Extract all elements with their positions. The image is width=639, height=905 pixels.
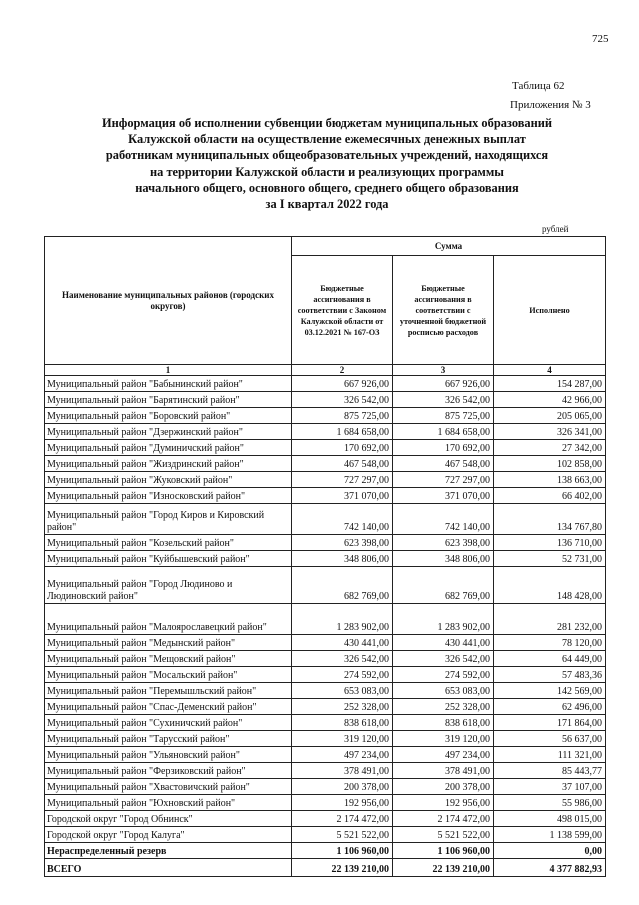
row-name: Нераспределенный резерв	[45, 843, 292, 859]
row-executed-amount: 1 138 599,00	[494, 827, 606, 843]
row-executed-amount: 142 569,00	[494, 683, 606, 699]
row-law-amount: 497 234,00	[292, 747, 393, 763]
row-refined-amount: 667 926,00	[393, 376, 494, 392]
table-body	[45, 376, 606, 877]
row-name: Муниципальный район "Тарусский район"	[45, 731, 292, 747]
row-law-amount: 371 070,00	[292, 488, 393, 504]
title-line: Калужской области на осуществление ежемесячных денежных выплат	[128, 132, 526, 147]
row-refined-amount: 326 542,00	[393, 392, 494, 408]
row-law-amount: 192 956,00	[292, 795, 393, 811]
row-refined-amount: 1 106 960,00	[393, 843, 494, 859]
row-refined-amount: 371 070,00	[393, 488, 494, 504]
row-refined-amount: 430 441,00	[393, 635, 494, 651]
column-number: 2	[292, 365, 393, 376]
title-line: Информация об исполнении субвенции бюджетам муниципальных образований	[101, 116, 553, 130]
row-refined-amount: 623 398,00	[393, 535, 494, 551]
row-law-amount: 875 725,00	[292, 408, 393, 424]
row-law-amount: 1 283 902,00	[292, 604, 393, 635]
row-name: Муниципальный район "Ульяновский район"	[45, 747, 292, 763]
row-refined-amount: 192 956,00	[393, 795, 494, 811]
row-name: ВСЕГО	[45, 859, 292, 877]
header-law-allocations: Бюджетные ассигнования в соответствии с Законом Калужской области от 03.12.2021 № 167-ОЗ	[292, 256, 393, 365]
row-name: Муниципальный район "Мещовский район"	[45, 651, 292, 667]
table-row	[45, 795, 606, 811]
row-name: Городской округ "Город Обнинск"	[45, 811, 292, 827]
table-row	[45, 424, 606, 440]
row-executed-amount: 78 120,00	[494, 635, 606, 651]
table-row	[45, 667, 606, 683]
page-number: 725	[592, 33, 609, 45]
table-row	[45, 504, 606, 535]
row-law-amount: 838 618,00	[292, 715, 393, 731]
table-row	[45, 392, 606, 408]
row-law-amount: 1 684 658,00	[292, 424, 393, 440]
row-law-amount: 319 120,00	[292, 731, 393, 747]
table-row	[45, 827, 606, 843]
row-name: Муниципальный район "Жиздринский район"	[45, 456, 292, 472]
row-refined-amount: 274 592,00	[393, 667, 494, 683]
row-law-amount: 667 926,00	[292, 376, 393, 392]
row-law-amount: 348 806,00	[292, 551, 393, 567]
table-row	[45, 472, 606, 488]
document-title	[72, 115, 582, 212]
row-name: Муниципальный район "Спас-Деменский район"	[45, 699, 292, 715]
row-executed-amount: 4 377 882,93	[494, 859, 606, 877]
row-law-amount: 274 592,00	[292, 667, 393, 683]
row-law-amount: 200 378,00	[292, 779, 393, 795]
row-name: Муниципальный район "Бабынинский район"	[45, 376, 292, 392]
row-law-amount: 326 542,00	[292, 651, 393, 667]
row-law-amount: 378 491,00	[292, 763, 393, 779]
table-row	[45, 651, 606, 667]
row-executed-amount: 56 637,00	[494, 731, 606, 747]
row-executed-amount: 57 483,36	[494, 667, 606, 683]
row-refined-amount: 348 806,00	[393, 551, 494, 567]
row-refined-amount: 682 769,00	[393, 567, 494, 604]
row-refined-amount: 2 174 472,00	[393, 811, 494, 827]
table-row	[45, 811, 606, 827]
table-row	[45, 604, 606, 635]
table-row	[45, 747, 606, 763]
row-name: Муниципальный район "Город Киров и Кировский район"	[45, 504, 292, 535]
table-row	[45, 731, 606, 747]
row-name: Муниципальный район "Куйбышевский район"	[45, 551, 292, 567]
row-law-amount: 653 083,00	[292, 683, 393, 699]
row-refined-amount: 653 083,00	[393, 683, 494, 699]
table-row	[45, 408, 606, 424]
title-line: работникам муниципальных общеобразовательных учреждений, находящихся	[105, 148, 549, 163]
row-executed-amount: 281 232,00	[494, 604, 606, 635]
row-executed-amount: 102 858,00	[494, 456, 606, 472]
row-executed-amount: 136 710,00	[494, 535, 606, 551]
table-row	[45, 843, 606, 859]
row-executed-amount: 0,00	[494, 843, 606, 859]
row-refined-amount: 875 725,00	[393, 408, 494, 424]
table-row	[45, 440, 606, 456]
table-label: Таблица 62	[512, 80, 565, 92]
row-name: Муниципальный район "Износковский район"	[45, 488, 292, 504]
row-law-amount: 623 398,00	[292, 535, 393, 551]
row-executed-amount: 171 864,00	[494, 715, 606, 731]
row-executed-amount: 134 767,80	[494, 504, 606, 535]
table-row	[45, 535, 606, 551]
row-refined-amount: 252 328,00	[393, 699, 494, 715]
row-refined-amount: 319 120,00	[393, 731, 494, 747]
column-number: 3	[393, 365, 494, 376]
total-row	[45, 859, 606, 877]
table-row	[45, 488, 606, 504]
row-executed-amount: 37 107,00	[494, 779, 606, 795]
header-executed: Исполнено	[494, 256, 606, 365]
row-name: Городской округ "Город Калуга"	[45, 827, 292, 843]
row-name: Муниципальный район "Козельский район"	[45, 535, 292, 551]
table-row	[45, 715, 606, 731]
row-refined-amount: 1 684 658,00	[393, 424, 494, 440]
row-name: Муниципальный район "Малоярославецкий район"	[45, 604, 292, 635]
row-executed-amount: 52 731,00	[494, 551, 606, 567]
row-refined-amount: 22 139 210,00	[393, 859, 494, 877]
title-line: на территории Калужской области и реализующих программы	[150, 164, 504, 179]
row-refined-amount: 467 548,00	[393, 456, 494, 472]
table-row	[45, 376, 606, 392]
column-number: 4	[494, 365, 606, 376]
row-executed-amount: 111 321,00	[494, 747, 606, 763]
table-row	[45, 551, 606, 567]
header-sum-group: Сумма	[292, 237, 606, 256]
row-law-amount: 467 548,00	[292, 456, 393, 472]
row-refined-amount: 727 297,00	[393, 472, 494, 488]
row-executed-amount: 55 986,00	[494, 795, 606, 811]
row-law-amount: 682 769,00	[292, 567, 393, 604]
row-law-amount: 1 106 960,00	[292, 843, 393, 859]
title-line: за I квартал 2022 года	[265, 197, 389, 212]
table-row	[45, 456, 606, 472]
row-law-amount: 170 692,00	[292, 440, 393, 456]
row-refined-amount: 1 283 902,00	[393, 604, 494, 635]
row-executed-amount: 154 287,00	[494, 376, 606, 392]
row-refined-amount: 378 491,00	[393, 763, 494, 779]
header-refined-allocations: Бюджетные ассигнования в соответствии с уточненной бюджетной росписью расходов	[393, 256, 494, 365]
row-executed-amount: 498 015,00	[494, 811, 606, 827]
row-executed-amount: 42 966,00	[494, 392, 606, 408]
row-name: Муниципальный район "Ферзиковский район"	[45, 763, 292, 779]
title-line: начального общего, основного общего, среднего общего образования	[135, 180, 519, 195]
row-executed-amount: 138 663,00	[494, 472, 606, 488]
row-executed-amount: 62 496,00	[494, 699, 606, 715]
row-executed-amount: 64 449,00	[494, 651, 606, 667]
row-law-amount: 727 297,00	[292, 472, 393, 488]
column-number: 1	[45, 365, 292, 376]
row-name: Муниципальный район "Хвастовичский район"	[45, 779, 292, 795]
table-row	[45, 683, 606, 699]
row-executed-amount: 66 402,00	[494, 488, 606, 504]
units-label: рублей	[542, 224, 569, 234]
row-name: Муниципальный район "Сухиничский район"	[45, 715, 292, 731]
row-name: Муниципальный район "Город Людиново и Людиновский район"	[45, 567, 292, 604]
row-refined-amount: 497 234,00	[393, 747, 494, 763]
row-executed-amount: 148 428,00	[494, 567, 606, 604]
row-law-amount: 252 328,00	[292, 699, 393, 715]
row-refined-amount: 838 618,00	[393, 715, 494, 731]
row-executed-amount: 326 341,00	[494, 424, 606, 440]
row-refined-amount: 742 140,00	[393, 504, 494, 535]
row-name: Муниципальный район "Жуковский район"	[45, 472, 292, 488]
row-executed-amount: 27 342,00	[494, 440, 606, 456]
table-row	[45, 567, 606, 604]
row-law-amount: 326 542,00	[292, 392, 393, 408]
row-refined-amount: 200 378,00	[393, 779, 494, 795]
row-name: Муниципальный район "Боровский район"	[45, 408, 292, 424]
row-name: Муниципальный район "Дзержинский район"	[45, 424, 292, 440]
subvention-table	[44, 236, 606, 877]
row-name: Муниципальный район "Барятинский район"	[45, 392, 292, 408]
row-name: Муниципальный район "Перемышльский район"	[45, 683, 292, 699]
row-law-amount: 742 140,00	[292, 504, 393, 535]
header-municipality: Наименование муниципальных районов (городских округов)	[45, 237, 292, 365]
row-refined-amount: 5 521 522,00	[393, 827, 494, 843]
row-executed-amount: 205 065,00	[494, 408, 606, 424]
row-law-amount: 2 174 472,00	[292, 811, 393, 827]
table-row	[45, 763, 606, 779]
table-row	[45, 635, 606, 651]
table-row	[45, 699, 606, 715]
row-name: Муниципальный район "Юхновский район"	[45, 795, 292, 811]
table-row	[45, 779, 606, 795]
row-name: Муниципальный район "Медынский район"	[45, 635, 292, 651]
row-executed-amount: 85 443,77	[494, 763, 606, 779]
row-name: Муниципальный район "Мосальский район"	[45, 667, 292, 683]
row-law-amount: 5 521 522,00	[292, 827, 393, 843]
row-name: Муниципальный район "Думиничский район"	[45, 440, 292, 456]
row-law-amount: 22 139 210,00	[292, 859, 393, 877]
row-refined-amount: 170 692,00	[393, 440, 494, 456]
row-law-amount: 430 441,00	[292, 635, 393, 651]
appendix-label: Приложения № 3	[510, 99, 591, 111]
row-refined-amount: 326 542,00	[393, 651, 494, 667]
